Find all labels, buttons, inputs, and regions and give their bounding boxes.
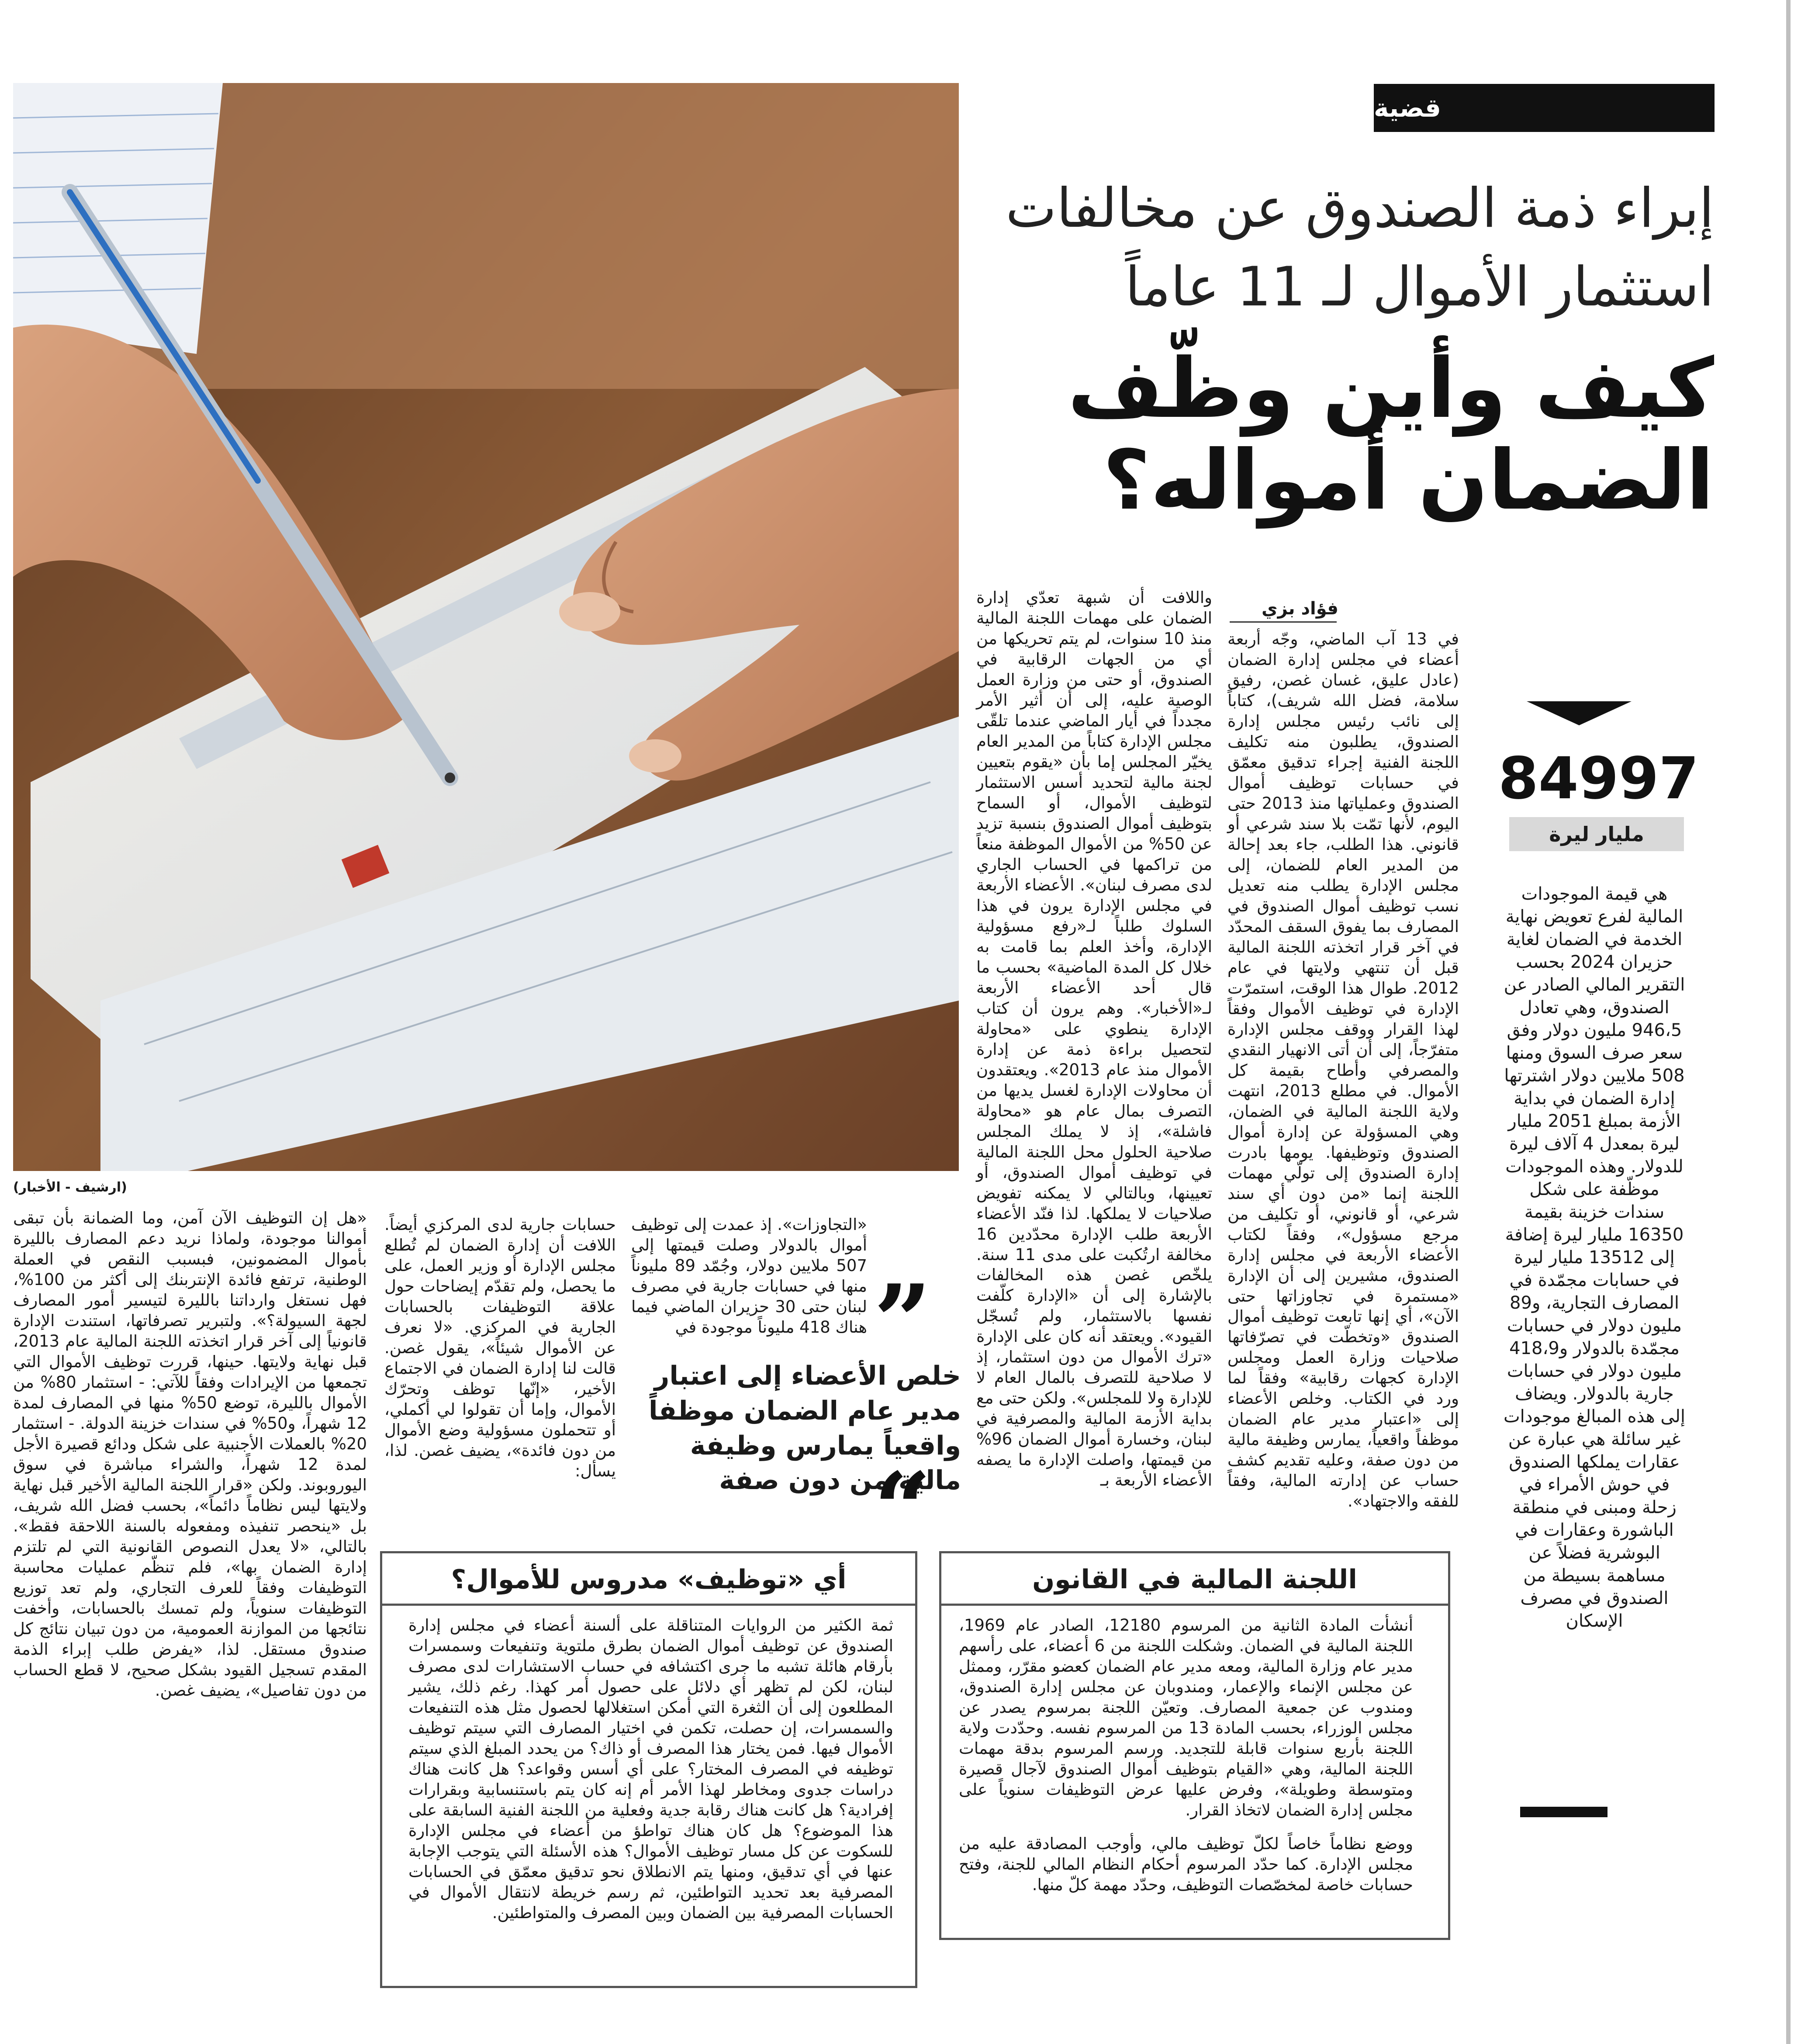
sidebar-box-investment-text: ثمة الكثير من الروايات المتناقلة على ألسنة أعضاء في مجلس إدارة الصندوق عن توظيف أموال الضمان بطرق ملتوية وتنفيعات وسمسرات بأرقام هائلة تشبه ما جرى اكتشافه في حساب الاستشارات لدى مصرف لبنان، لكن لم تظهر أي دلائل على حصول أمر كهذا. رغم ذلك، يشير المطلعون إلى أن الثغرة التي أمكن استغلالها لحصول مثل هذه التنفيعات والسمسرات، إن حصلت، تكمن في اختيار المصارف التي سيتم توظيف الأموال فيها. فمن يختار هذا المصرف أو ذاك؟ من يحدد المبلغ الذي سيتم توظيفه في المصرف المختار؟ على أي أسس وقواعد؟ هل كانت هناك دراسات جدوى ومخاطر لهذا الأمر أم إنه كان يتم باستنسابية وبقرارات إفرادية؟ هل كانت هناك رقابة جدية وفعلية من اللجنة الفنية السابقة على هذا الموضوع؟ هل كان هناك تواطؤ من أعضاء في مجلس الإدارة للسكوت عن كل مسار توظيف الأموال؟ هذه الأسئلة التي يتوجب الإجابة عنها في أي تدقيق، ومنها يتم الانطلاق نحو تدقيق معمّق في الحسابات المصرفية بعد تحديد التواطئين، ثم رسم خريطة لانتقال الأموال في الحسابات المصرفية بين الضمان وبين المصرف والمتواطئين. — [408, 1616, 893, 1922]
stat-triangle-icon — [1527, 701, 1632, 725]
stat-unit: مليار ليرة — [1509, 817, 1684, 851]
article-column-5: «هل إن التوظيف الآن آمن، وما الضمانة بأن تبقى أموالنا موجودة، ولماذا نريد دعم المصارف بالليرة بأموال المضمونين، فبسبب النقص في العملة الوطنية، ترتفع فائدة الإنتربنك إلى أكثر من 100%، فهل نستغل وارداتنا بالليرة لتيسير أمور المصارف لجهة السيولة؟». ولتبرير تصرفاتها، استندت الإدارة قانونياً إلى آخر قرار اتخذته اللجنة المالية عام 2013، قبل نهاية ولايتها. حينها، قررت توظيف الأموال التي تجمعها من الإيرادات وفقاً للآتي: - استثمار 80% من الأموال بالليرة، توضع 50% منها في المصارف لمدة 12 شهراً، و50% في سندات خزينة الدولة. - استثمار 20% بالعملات الأجنبية على شكل ودائع قصيرة الأجل لمدة 12 شهراً، والشراء مباشرة في سوق اليوروبوند. ولكن «قرار اللجنة المالية الأخير قبل نهاية ولايتها ليس نظاماً دائماً»، بحسب فضل الله شريف، بل «ينحصر تنفيذه ومفعوله بالسنة اللاحقة فقط». بالتالي، «لا يعدل النصوص القانونية التي لم تلتزم إدارة الضمان بها»، فلم تنظّم عمليات محاسبة التوظيفات وفقاً للعرف التجاري، ولم تعد توزيع التوظيفات سنوياً، ولم تمسك بالحسابات، وأخفت نتائجها من الموازنة العمومية، من دون تبيان نتائج كل صندوق مستقل. لذا، «يفرض طلب إبراء الذمة المقدم تسجيل القيود بشكل صحيح، لا قطع الحساب من دون تفاصيل»، يضيف غصن. — [13, 1209, 367, 1700]
sidebar-box-law-title: اللجنة المالية في القانون — [1032, 1564, 1357, 1595]
headline-sub-line-2: استثمار الأموال لـ 11 عاماً — [1125, 256, 1714, 319]
headline-sub-line-1: إبراء ذمة الصندوق عن مخالفات — [1006, 177, 1714, 240]
article-column-3: «التجاوزات». إذ عمدت إلى توظيف أموال بالدولار وصلت قيمتها إلى 507 ملايين دولار، وجُمّد 89 مليوناً منها في حسابات جارية في مصرف لبنان حتى 30 حزيران الماضي فيما هناك 418 مليوناً موجودة في — [631, 1215, 867, 1337]
sidebar-box-law-text-1: أنشأت المادة الثانية من المرسوم 12180، الصادر عام 1969، اللجنة المالية في الضمان. وشكلت اللجنة من 6 أعضاء، على رأسهم مدير عام وزارة المالية، ومعه مدير عام الضمان كعضو مقرّر، وممثل عن مجلس الإنماء والإعمار، ومندوبان عن مجلس إدارة الصندوق، ومندوب عن جمعية المصارف. وتعيّن اللجنة بمرسوم يصدر عن مجلس الوزراء، بحسب المادة 13 من المرسوم نفسه. وحدّدت ولاية اللجنة بأربع سنوات قابلة للتجديد. ورسم المرسوم بدقة مهمات اللجنة المالية، وهي «القيام بتوظيف أموال الصندوق لآجال قصيرة ومتوسطة وطويلة»، وفرض عليها عرض التوظيفات سنوياً على مجلس إدارة الضمان لاتخاذ القرار. — [959, 1616, 1413, 1819]
sidebar-box-investment-title: أي «توظيف» مدروس للأموال؟ — [451, 1564, 847, 1595]
stat-divider-bar — [1520, 1807, 1607, 1817]
pull-quote: خلص الأعضاء إلى اعتبار مدير عام الضمان موظفاً واقعياً يمارس وظيفة مالية من دون صفة — [649, 1361, 961, 1496]
headline-main-line-1: كيف وأين وظّف — [1068, 341, 1714, 437]
sidebar-box-law — [939, 1551, 1450, 1940]
headline-main-line-2: الضمان أمواله؟ — [1103, 433, 1714, 528]
sidebar-box-investment — [380, 1551, 917, 1988]
page-edge-rule — [1786, 0, 1791, 2044]
stat-number: 84997 — [1498, 745, 1699, 812]
quote-close-icon: “ — [874, 1451, 932, 1569]
article-column-4: حسابات جارية لدى المركزي أيضاً. اللافت أن إدارة الضمان لم تُطلع مجلس الإدارة أو وزير العمل، على ما يحصل، ولم تقدّم إيضاحات حول علاقة التوظيفات بالحسابات الجارية في المركزي. «لا نعرف عن الأموال شيئاً»، يقول غصن. قالت لنا إدارة الضمان في الاجتماع الأخير، «إنّها توظف وتحرّك الأموال، وإما أن تقولوا لي أكملي، أو تتحملون مسؤولية وضع الأموال من دون فائدة»، يضيف غصن. لذا، يسأل: — [384, 1215, 616, 1480]
photo-caption: (ارشيف - الأخبار) — [13, 1180, 127, 1195]
byline-rule — [1230, 621, 1337, 623]
stat-description: هي قيمة الموجودات المالية لفرع تعويض نهاية الخدمة في الضمان لغاية حزيران 2024 بحسب التقرير المالي الصادر عن الصندوق، وهي تعادل 946،5 مليون دولار وفق سعر صرف السوق ومنها 508 ملايين دولار اشترتها إدارة الضمان في بداية الأزمة بمبلغ 2051 مليار ليرة بمعدل 4 آلاف ليرة للدولار. وهذه الموجودات موظّفة على شكل سندات خزينة بقيمة 16350 مليار ليرة إضافة إلى 13512 مليار ليرة في حسابات مجمّدة في المصارف التجارية، و89 مليون دولار في حسابات مجمّدة بالدولار و418،9 مليون دولار في حسابات جارية بالدولار. ويضاف إلى هذه المبالغ موجودات غير سائلة هي عبارة عن عقارات يملكها الصندوق في حوش الأمراء في زحلة ومبنى في منطقة الباشورة وعقارات في البوشرية فضلاً عن مساهمة بسيطة من الصندوق في مصرف الإسكان — [1503, 884, 1686, 1631]
article-column-2: واللافت أن شبهة تعدّي إدارة الضمان على مهمات اللجنة المالية منذ 10 سنوات، لم يتم تحريكها من أي من الجهات الرقابية في الصندوق، أو حتى من وزارة العمل الوصية عليه، إلى أن أثير الأمر مجدداً في أيار الماضي عندما تلقّى مجلس الإدارة كتاباً من المدير العام يخيّر المجلس إما بأن «يقوم بتعيين لجنة مالية لتحديد أسس الاستثمار لتوظيف الأموال، أو السماح بتوظيف أموال الصندوق بنسبة تزيد عن 50% من الأموال الموظفة منعاً من تراكمها في الحساب الجاري لدى مصرف لبنان». الأعضاء الأربعة في مجلس الإدارة يرون في هذا السلوك طلباً لـ«رفع مسؤولية الإدارة، وأخذ العلم بما قامت به خلال كل المدة الماضية» بحسب ما قال أحد الأعضاء الأربعة لـ«الأخبار». وهم يرون أن كتاب الإدارة ينطوي على «محاولة لتحصيل براءة ذمة عن إدارة الأموال منذ عام 2013». ويعتقدون أن محاولات الإدارة لغسل يديها من التصرف بمال عام هو «محاولة فاشلة»، إذ لا يملك المجلس صلاحية الحلول محل اللجنة المالية في توظيف أموال الصندوق، أو تعيينها، وبالتالي لا يمكنه تفويض صلاحيات لا يملكها. لذا فنّد الأعضاء الأربعة طلب الإدارة محدّدين 16 مخالفة ارتُكبت على مدى 11 سنة. يلخّص غصن هذه المخالفات بالإشارة إلى أن «الإدارة كلّفت نفسها بالاستثمار، ولم تُسجّل القيود». ويعتقد أنه كان على الإدارة «ترك الأموال من دون استثمار، إذ لا صلاحية للتصرف بالمال العام لا للإدارة ولا للمجلس». ولكن حتى مع بداية الأزمة المالية والمصرفية في لبنان، وخسارة أموال الضمان 96% من قيمتها، واصلت الإدارة ما يصفه الأعضاء الأربعة بـ — [976, 588, 1212, 1490]
byline: فؤاد بزي — [1262, 599, 1338, 619]
sidebar-box-law-text-2: ووضع نظاماً خاصاً لكلّ توظيف مالي، وأوجب المصادقة عليه من مجلس الإدارة. كما حدّد المرسوم أحكام النظام المالي للجنة، وفتح حسابات خاصة لمخصّصات التوظيف، وحدّد مهمة كلّ منها. — [959, 1834, 1413, 1894]
article-column-1: في 13 آب الماضي، وجّه أربعة أعضاء في مجلس إدارة الضمان (عادل عليق، غسان غصن، رفيق سلامة، فضل الله شريف)، كتاباً إلى نائب رئيس مجلس إدارة الصندوق، يطلبون منه تكليف اللجنة الفنية إجراء تدقيق معمّق في حسابات توظيف أموال الصندوق وعملياتها منذ 2013 حتى اليوم، لأنها تمّت بلا سند شرعي أو قانوني. هذا الطلب، جاء بعد إحالة من المدير العام للضمان، إلى مجلس الإدارة يطلب منه تعديل نسب توظيف أموال الصندوق في المصارف بما يفوق السقف المحدّد في آخر قرار اتخذته اللجنة المالية قبل أن تنتهي ولايتها في عام 2012. طوال هذا الوقت، استمرّت الإدارة في توظيف الأموال وفقاً لهذا القرار ووقف مجلس الإدارة متفرّجاً، إلى أن أتى الانهيار النقدي والمصرفي وأطاح بقيمة كل الأموال. في مطلع 2013، انتهت ولاية اللجنة المالية في الضمان، وهي المسؤولة عن إدارة أموال الصندوق وتوظيفها. يومها بادرت إدارة الصندوق إلى تولّي مهمات اللجنة إنما «من دون أي سند شرعي، أو قانوني، أو تكليف من مرجع مسؤول»، وفقاً لكتاب الأعضاء الأربعة في مجلس إدارة الصندوق، مشيرين إلى أن الإدارة «مستمرة في تجاوزاتها حتى الآن»، أي إنها تابعت توظيف أموال الصندوق «وتخطّت في تصرّفاتها صلاحيات وزارة العمل ومجلس الإدارة كجهات رقابية» وفقاً لما ورد في الكتاب. وخلص الأعضاء إلى «اعتبار مدير عام الضمان موظفاً واقعياً، يمارس وظيفة مالية من دون صفة، وعليه تقديم كشف حساب عن إدارته المالية، وفقاً للفقه والاجتهاد». — [1227, 630, 1459, 1511]
article-photo — [13, 83, 959, 1171]
quote-open-icon: ” — [874, 1263, 932, 1381]
photo-hands-writing-cheque-illustration — [13, 83, 959, 1171]
section-tag: قضية — [1374, 84, 1715, 132]
